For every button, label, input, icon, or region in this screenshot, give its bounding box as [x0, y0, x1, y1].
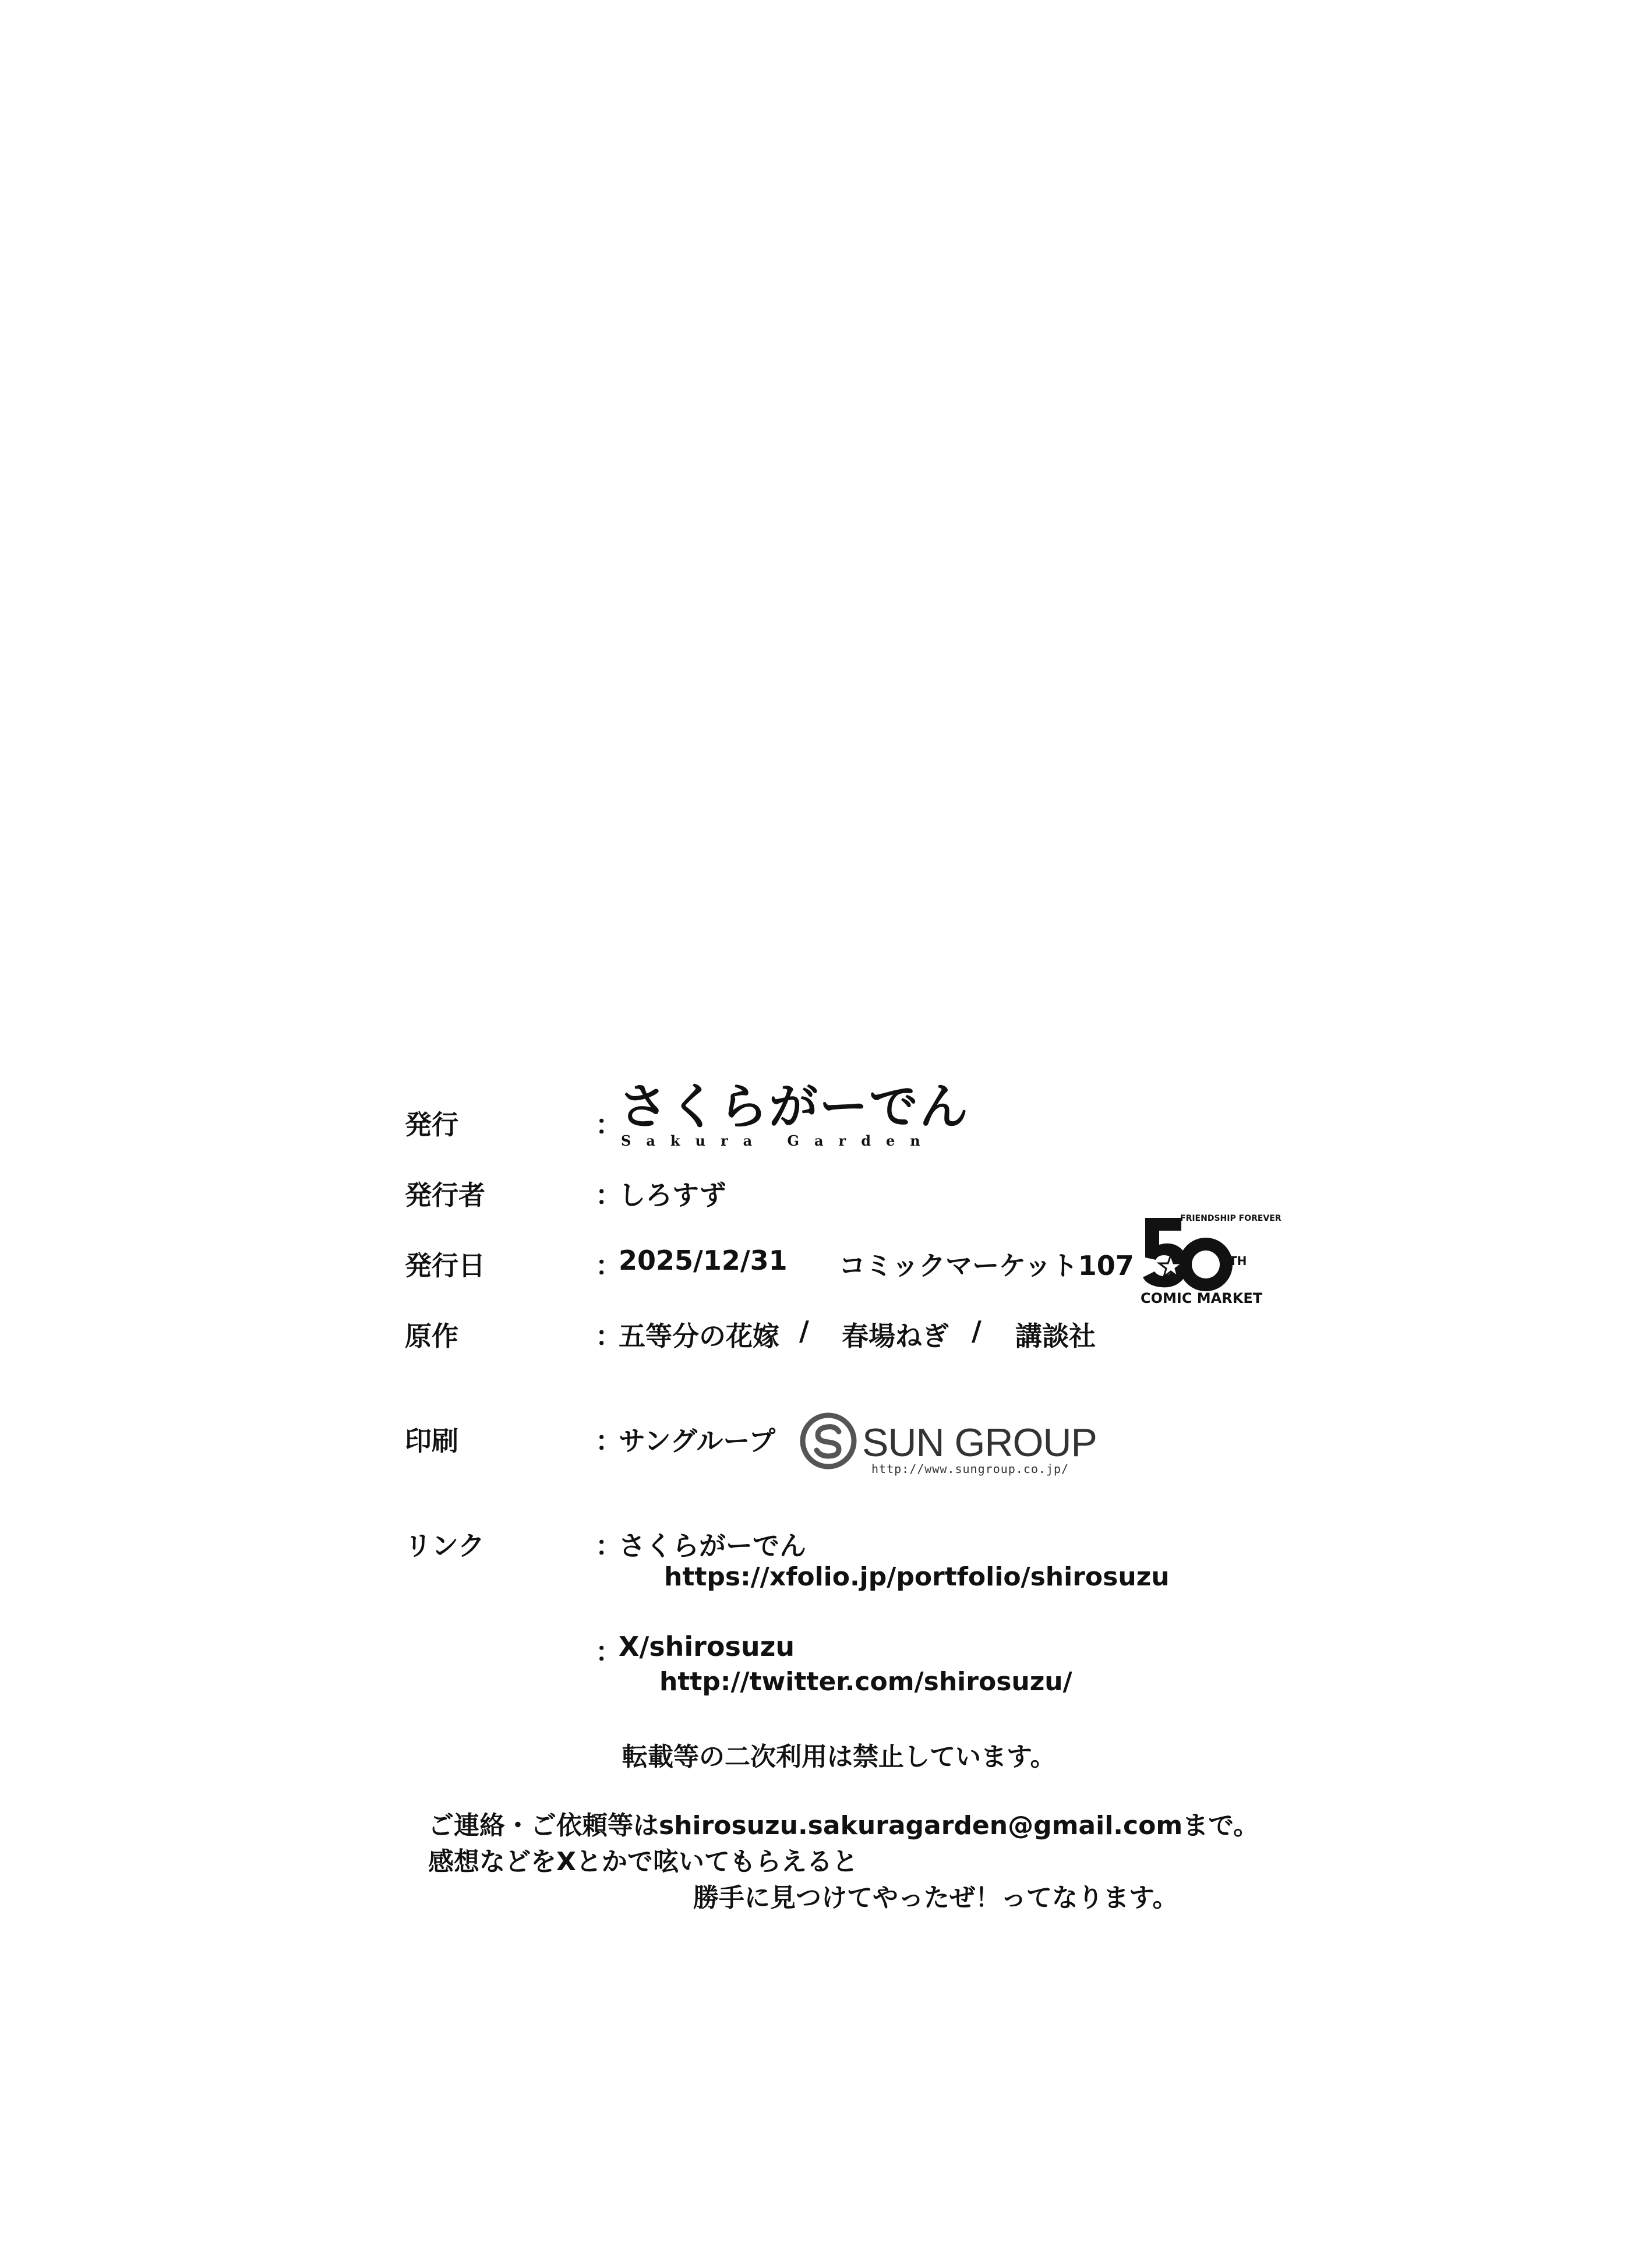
sakura-garden-logo-text: さくらがーでん — [619, 1078, 970, 1135]
comic-market-suffix: TH — [1229, 1254, 1247, 1268]
date-value: 2025/12/31 — [619, 1245, 788, 1276]
feedback-line-1: 感想などをXとかで呟いてもらえると — [428, 1847, 858, 1877]
contact-notice: ご連絡・ご依頼等はshirosuzu.sakuragarden@gmail.comまで。 — [428, 1811, 1259, 1840]
author-colon: ： — [595, 1179, 622, 1211]
date-label: 発行日 — [405, 1250, 485, 1281]
original-work: 五等分の花嫁 — [619, 1320, 779, 1352]
link-1-url[interactable]: https://xfolio.jp/portfolio/shirosuzu — [664, 1562, 1170, 1592]
original-sep-2: / — [972, 1315, 982, 1347]
sun-group-logo — [799, 1409, 1097, 1476]
sun-group-emblem-icon — [799, 1412, 857, 1470]
publisher-label: 発行 — [405, 1109, 458, 1140]
original-label: 原作 — [405, 1320, 458, 1352]
comic-market-caption: COMIC MARKET — [1141, 1290, 1263, 1306]
date-colon: ： — [595, 1250, 622, 1281]
original-publisher: 講談社 — [1015, 1320, 1096, 1352]
printing-label: 印刷 — [405, 1425, 458, 1457]
reprint-notice: 転載等の二次利用は禁止しています。 — [622, 1742, 1056, 1772]
author-value: しろすず — [619, 1179, 726, 1211]
original-sep-1: / — [799, 1315, 809, 1347]
author-label: 発行者 — [405, 1179, 485, 1211]
sakura-garden-logo-sub: Sakura Garden — [621, 1132, 935, 1149]
links-label: リンク — [405, 1530, 485, 1562]
publisher-colon: ： — [595, 1109, 622, 1140]
link-1-name: さくらがーでん — [619, 1530, 806, 1562]
printing-colon: ： — [595, 1425, 622, 1457]
printing-value: サングループ — [619, 1425, 776, 1457]
original-colon: ： — [595, 1320, 622, 1352]
link-2-colon: ： — [595, 1636, 622, 1668]
comic-market-tagline: FRIENDSHIP FOREVER — [1180, 1214, 1282, 1223]
link-2-url[interactable]: http://twitter.com/shirosuzu/ — [659, 1667, 1072, 1697]
link-2-name: X/shirosuzu — [619, 1631, 795, 1662]
event-name: コミックマーケット107 — [839, 1250, 1134, 1281]
link-1-colon: ： — [595, 1530, 622, 1562]
sun-group-logo-text: SUN GROUP — [862, 1421, 1097, 1465]
feedback-line-2: 勝手に見つけてやったぜ！ってなります。 — [693, 1883, 1178, 1913]
comic-market-50th-logo — [1141, 1214, 1282, 1308]
sun-group-logo-url: http://www.sungroup.co.jp/ — [871, 1462, 1069, 1476]
original-creator: 春場ねぎ — [842, 1320, 949, 1352]
sakura-garden-logo — [619, 1078, 970, 1149]
